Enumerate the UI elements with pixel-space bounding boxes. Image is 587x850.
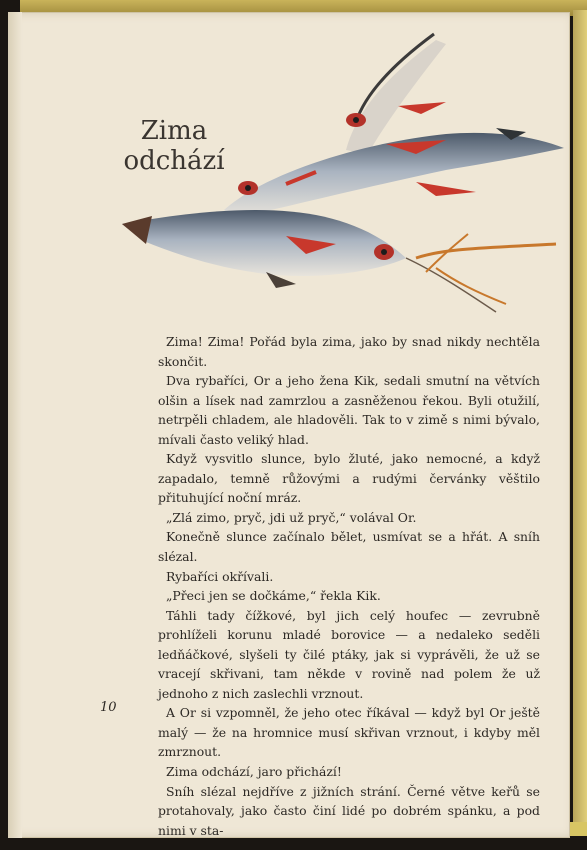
paragraph: Sníh slézal nejdříve z jižních strání. Černé větve keřů se protahovaly, jako často činí lidé po dobrém spánku, a pod nimi v sta-: [158, 783, 540, 838]
paragraph: Táhli tady čížkové, byl jich celý houfec — zevrubně prohlíželi korunu mladé borovice — a nedaleko seděli ledňáčkové, slyšeli ty čilé ptáky, jak si vyprávěli, že už se vracejí skřivani, tam někde v rovině nad polem že už jednoho z nich zaslechli vrznout.: [158, 607, 540, 701]
chapter-title-line-2: odchází: [123, 146, 225, 176]
body-text: [158, 332, 540, 840]
paragraph: Zima odchází, jaro přichází!: [166, 764, 342, 780]
paragraph: Zima! Zima! Pořád byla zima, jako by snad nikdy nechtěla skončit.: [158, 334, 540, 369]
chapter-title: [104, 116, 244, 176]
paragraph: Když vysvitlo slunce, bylo žluté, jako nemocné, a když zapadalo, temně růžovými a rudými červánky věštilo přituhující noční mráz.: [158, 451, 540, 506]
fish-bottom: [122, 210, 556, 312]
chapter-title-line-1: Zima: [140, 116, 208, 146]
book-spine-right: [573, 10, 587, 830]
paragraph: „Zlá zimo, pryč, jdi už pryč,“ volával Or.: [166, 509, 417, 525]
page-number: 10: [100, 700, 117, 715]
paragraph: Konečně slunce začínalo bělet, usmívat se a hřát. A sníh slézal.: [158, 529, 540, 565]
page-gutter: [8, 12, 22, 838]
paragraph: „Přeci jen se dočkáme,“ řekla Kik.: [166, 588, 381, 604]
book-page: [8, 12, 570, 838]
fish-middle: [224, 128, 564, 218]
paragraph: Rybaříci okřívali.: [166, 568, 274, 584]
paragraph: A Or si vzpomněl, že jeho otec říkával — když byl Or ještě malý — že na hromnice musí skřivan vrznout, i kdyby měl zmrznout.: [158, 705, 540, 760]
paragraph: Dva rybaříci, Or a jeho žena Kik, sedali smutní na větvích olšin a lísek nad zamrzlou a zasněženou řekou. Byli otužilí, netrpěli chladem, ale hladověli. Tak to v zimě s nimi bývalo, mívali často veliký hlad.: [158, 373, 540, 447]
